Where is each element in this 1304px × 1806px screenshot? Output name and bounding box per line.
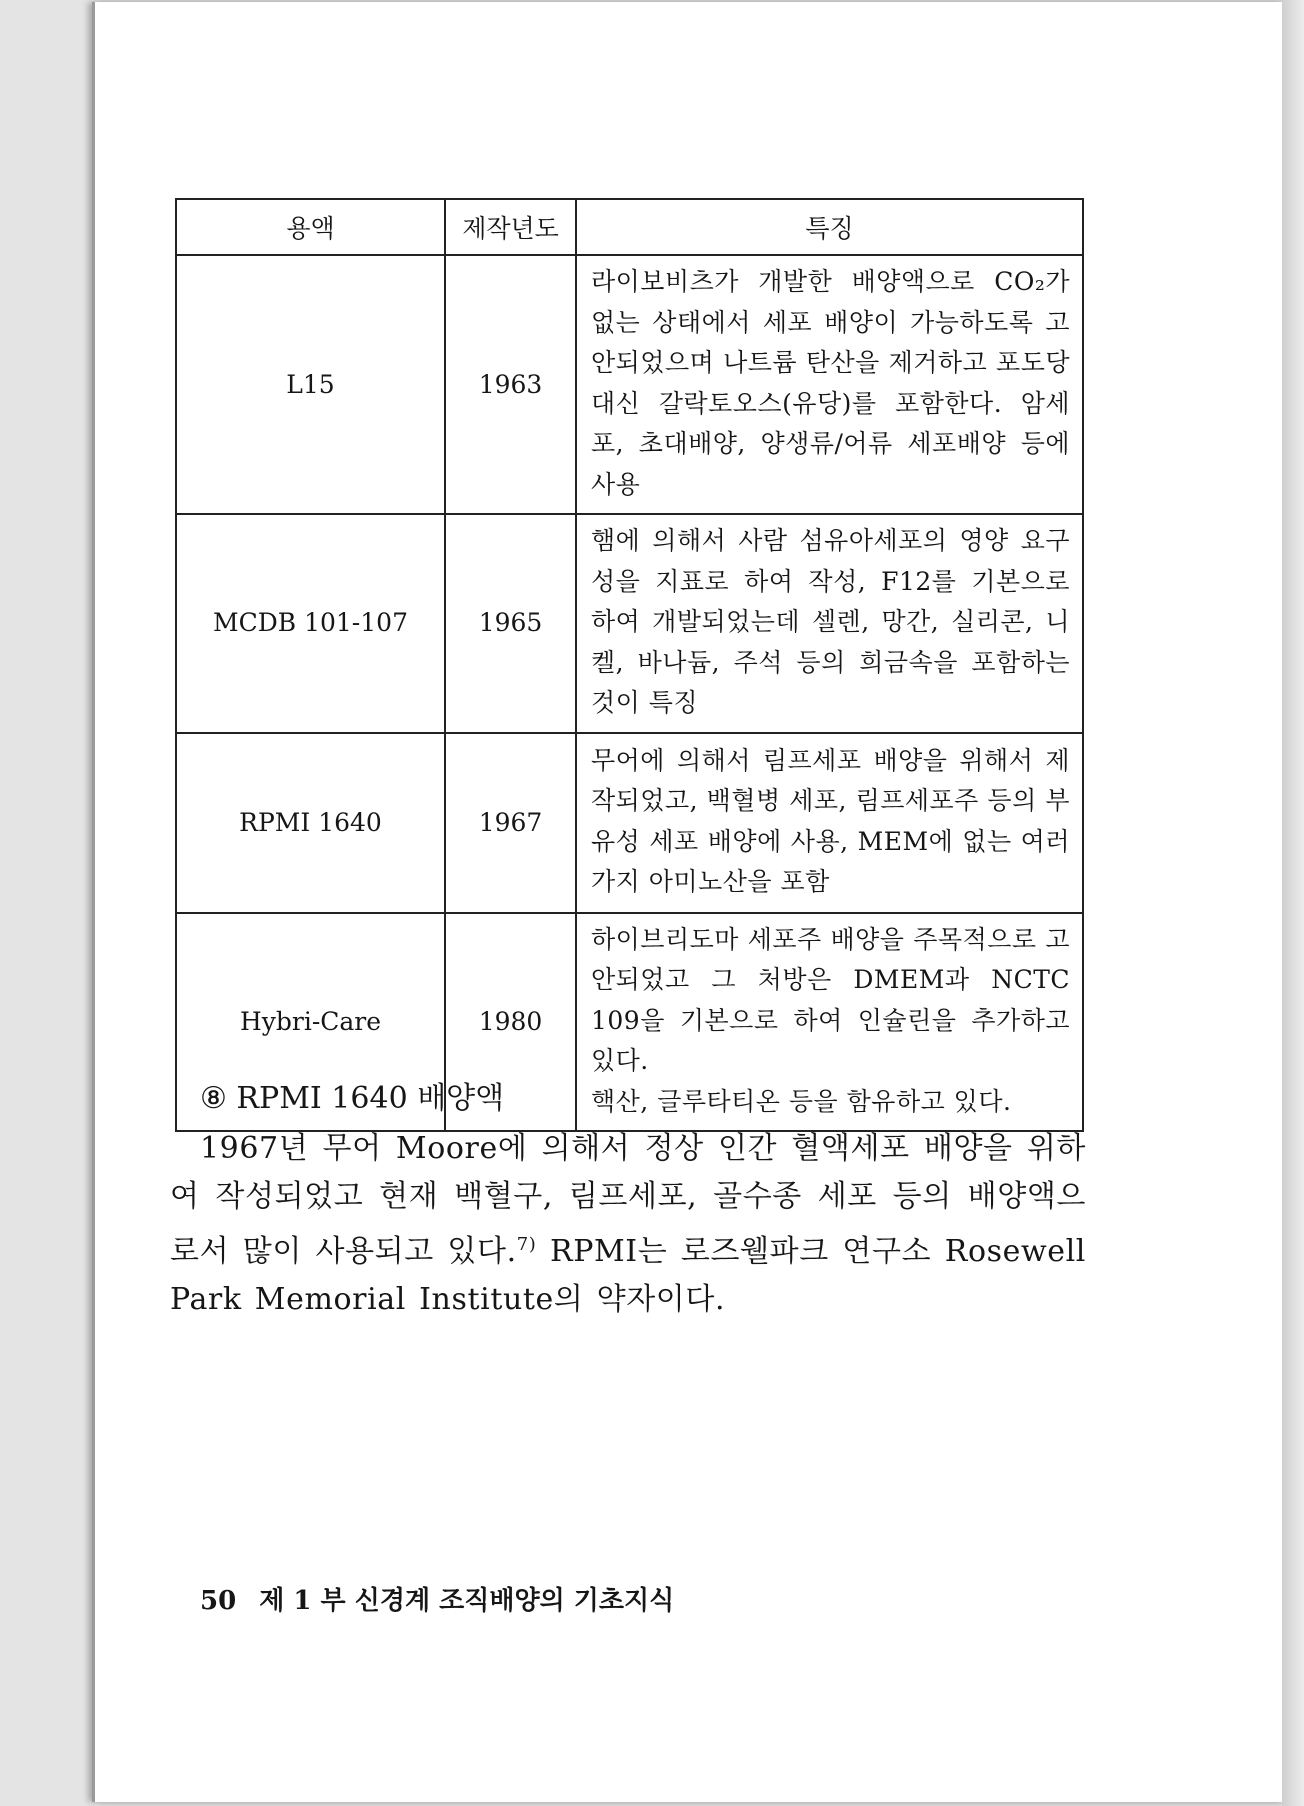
solution-name: L15	[176, 255, 445, 514]
solution-name: Hybri-Care	[176, 913, 445, 1132]
chapter-title: 제 1 부 신경계 조직배양의 기초지식	[259, 1586, 675, 1616]
production-year: 1963	[445, 255, 576, 514]
page-number: 50	[200, 1586, 237, 1616]
culture-media-table	[175, 198, 1084, 1132]
features-text-extra: 핵산, 글루타티온 등을 함유하고 있다.	[591, 1086, 1012, 1116]
solution-name: MCDB 101-107	[176, 514, 445, 733]
body-text: 1967년 무어 Moore에 의해서 정상 인간 혈액세포 배양을 위하여 작성되었고 현재 백혈구, 림프세포, 골수종 세포 등의 배양액으로서 많이 사용되고 있다.	[170, 1131, 1086, 1269]
body-text-continued: RPMI는 로즈웰파크 연구소 Rosewell Park Memorial Institute의 약자이다.	[170, 1234, 1086, 1317]
production-year: 1967	[445, 733, 576, 913]
section-title: ⑧ RPMI 1640 배양액	[200, 1081, 505, 1116]
table-row	[176, 514, 1083, 733]
header-solution: 용액	[176, 199, 445, 255]
production-year: 1965	[445, 514, 576, 733]
table-row	[176, 255, 1083, 514]
page-footer	[200, 1580, 674, 1617]
features-text: 하이브리도마 세포주 배양을 주목적으로 고안되었고 그 처방은 DMEM과 NCTC 109을 기본으로 하여 인슐린을 추가하고 있다.	[591, 924, 1070, 1075]
production-year: 1980	[445, 913, 576, 1132]
header-features: 특징	[576, 199, 1083, 255]
table-header-row	[176, 199, 1083, 255]
page-edge	[1282, 0, 1304, 1806]
header-year: 제작년도	[445, 199, 576, 255]
table-row	[176, 733, 1083, 913]
section-rpmi	[170, 1075, 1086, 1324]
footnote-ref: 7)	[516, 1234, 537, 1255]
section-body	[170, 1125, 1086, 1324]
features-text: 라이보비츠가 개발한 배양액으로 CO₂가 없는 상태에서 세포 배양이 가능하도록 고안되었으며 나트륨 탄산을 제거하고 포도당 대신 갈락토오스(유당)를 포함한다. 암세포, 초대배양, 양생류/어류 세포배양 등에 사용	[576, 255, 1083, 514]
features-text: 햄에 의해서 사람 섬유아세포의 영양 요구성을 지표로 하여 작성, F12를 기본으로 하여 개발되었는데 셀렌, 망간, 실리콘, 니켈, 바나듐, 주석 등의 희금속을 포함하는 것이 특징	[576, 514, 1083, 733]
solution-name: RPMI 1640	[176, 733, 445, 913]
features-text: 무어에 의해서 림프세포 배양을 위해서 제작되었고, 백혈병 세포, 림프세포주 등의 부유성 세포 배양에 사용, MEM에 없는 여러 가지 아미노산을 포함	[576, 733, 1083, 913]
